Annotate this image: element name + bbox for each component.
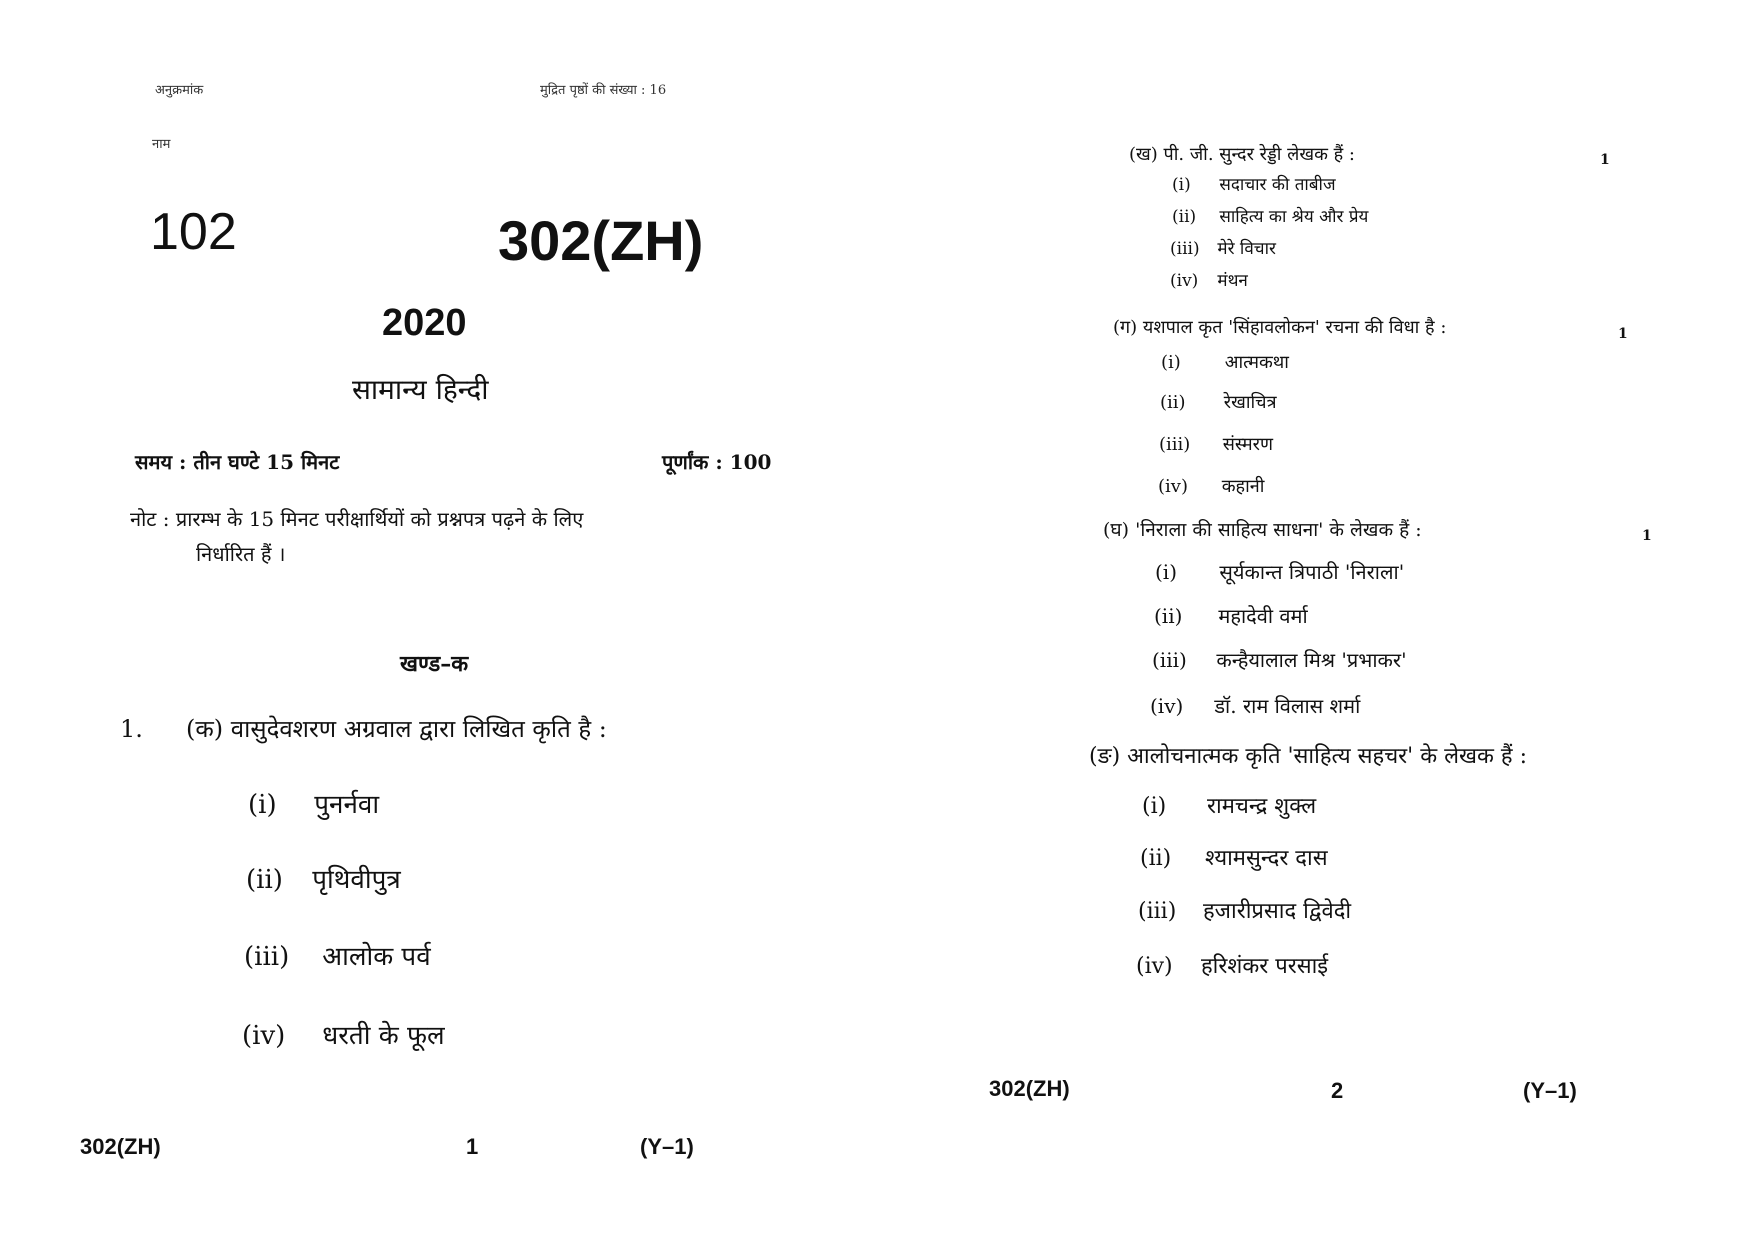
option-item <box>1159 432 1273 456</box>
subject-title: सामान्य हिन्दी <box>352 373 489 406</box>
option-item <box>1140 842 1328 872</box>
option-label: (ii) <box>1140 846 1172 871</box>
option-item <box>1170 268 1248 291</box>
option-item <box>1172 172 1336 195</box>
option-text: मेरे विचार <box>1217 239 1276 259</box>
option-label: (iv) <box>1158 476 1188 497</box>
option-text: हरिशंकर परसाई <box>1201 954 1329 979</box>
option-text: सदाचार की ताबीज <box>1219 175 1336 195</box>
option-text: महादेवी वर्मा <box>1218 604 1308 628</box>
question-gha: (घ) 'निराला की साहित्य साधना' के लेखक हैं : <box>1103 519 1422 541</box>
note-line-1: नोट : प्रारम्भ के 15 मिनट परीक्षार्थियों को प्रश्नपत्र पढ़ने के लिए <box>130 507 584 531</box>
option-text: कन्हैयालाल मिश्र 'प्रभाकर' <box>1216 648 1407 672</box>
option-text: आत्मकथा <box>1224 352 1289 373</box>
option-item <box>244 937 431 973</box>
option-item <box>248 785 379 821</box>
option-label: (i) <box>1161 352 1181 373</box>
option-label: (iii) <box>244 942 290 972</box>
option-item <box>246 860 401 896</box>
option-item <box>1136 950 1328 980</box>
option-item <box>1160 390 1277 414</box>
option-label: (iii) <box>1170 239 1200 259</box>
option-item <box>242 1016 445 1052</box>
option-item <box>1155 558 1404 585</box>
option-label: (ii) <box>1172 207 1197 227</box>
option-text: आलोक पर्व <box>322 942 431 972</box>
option-item <box>1142 790 1316 820</box>
roll-number-label: अनुक्रमांक <box>155 83 204 98</box>
note-line-2: निर्धारित हैं । <box>196 542 286 566</box>
footer-page-number: 2 <box>1331 1078 1344 1103</box>
paper-code: 302(ZH) <box>498 209 704 272</box>
option-text: हजारीप्रसाद द्विवेदी <box>1203 899 1352 924</box>
exam-year: 2020 <box>382 302 467 344</box>
option-text: डॉ. राम विलास शर्मा <box>1214 694 1361 718</box>
option-text: साहित्य का श्रेय और प्रेय <box>1219 207 1369 227</box>
footer-code: 302(ZH) <box>989 1076 1070 1101</box>
question-kha: (ख) पी. जी. सुन्दर रेड्डी लेखक हैं : <box>1129 144 1355 165</box>
option-item <box>1161 350 1289 374</box>
marks-ga: 1 <box>1618 326 1628 342</box>
question-nga: (ङ) आलोचनात्मक कृति 'साहित्य सहचर' के लेखक हैं : <box>1089 744 1527 769</box>
footer-series: (Y–1) <box>1523 1078 1577 1103</box>
marks-gha: 1 <box>1642 528 1652 544</box>
option-text: पुनर्नवा <box>314 790 380 820</box>
option-label: (ii) <box>1154 604 1183 628</box>
option-label: (iv) <box>1150 694 1184 718</box>
option-text: रामचन्द्र शुक्ल <box>1207 794 1317 819</box>
section-heading: खण्ड–क <box>400 651 469 677</box>
option-label: (ii) <box>1160 392 1186 413</box>
option-item <box>1172 204 1368 227</box>
option-text: मंथन <box>1217 271 1248 291</box>
option-label: (iv) <box>1136 954 1173 979</box>
option-item <box>1170 236 1276 259</box>
marks-kha: 1 <box>1600 152 1610 168</box>
max-marks: पूर्णांक : 100 <box>662 450 772 474</box>
option-label: (i) <box>1142 794 1167 819</box>
footer-code: 302(ZH) <box>80 1134 161 1159</box>
question-ga: (ग) यशपाल कृत 'सिंहावलोकन' रचना की विधा है : <box>1113 317 1447 338</box>
option-label: (i) <box>248 790 277 820</box>
option-label: (iii) <box>1152 648 1187 672</box>
time-allowed: समय : तीन घण्टे 15 मिनट <box>135 450 340 474</box>
option-label: (i) <box>1155 560 1178 584</box>
option-item <box>1152 646 1407 673</box>
footer-page-number: 1 <box>466 1134 479 1159</box>
page-2 <box>877 0 1754 1241</box>
option-text: श्यामसुन्दर दास <box>1205 846 1328 871</box>
option-text: पृथिवीपुत्र <box>312 865 401 895</box>
option-item <box>1138 895 1351 925</box>
option-text: संस्मरण <box>1222 434 1274 455</box>
option-label: (iv) <box>242 1021 286 1051</box>
option-text: सूर्यकान्त त्रिपाठी 'निराला' <box>1219 560 1405 584</box>
option-text: रेखाचित्र <box>1223 392 1277 413</box>
footer-series: (Y–1) <box>640 1134 694 1159</box>
question-ka: (क) वासुदेवशरण अग्रवाल द्वारा लिखित कृति है : <box>186 715 607 743</box>
option-label: (iv) <box>1170 271 1199 291</box>
option-text: कहानी <box>1221 476 1265 497</box>
printed-pages-label: मुद्रित पृष्ठों की संख्या : 16 <box>540 83 667 98</box>
option-item <box>1158 474 1264 498</box>
option-text: धरती के फूल <box>322 1021 445 1051</box>
option-label: (ii) <box>246 865 283 895</box>
option-item <box>1154 602 1308 629</box>
name-label: नाम <box>152 137 171 152</box>
option-label: (i) <box>1172 175 1191 195</box>
question-number: 1. <box>120 715 143 743</box>
option-item <box>1150 692 1360 719</box>
option-label: (iii) <box>1159 434 1191 455</box>
option-label: (iii) <box>1138 899 1177 924</box>
exam-number: 102 <box>150 203 237 261</box>
